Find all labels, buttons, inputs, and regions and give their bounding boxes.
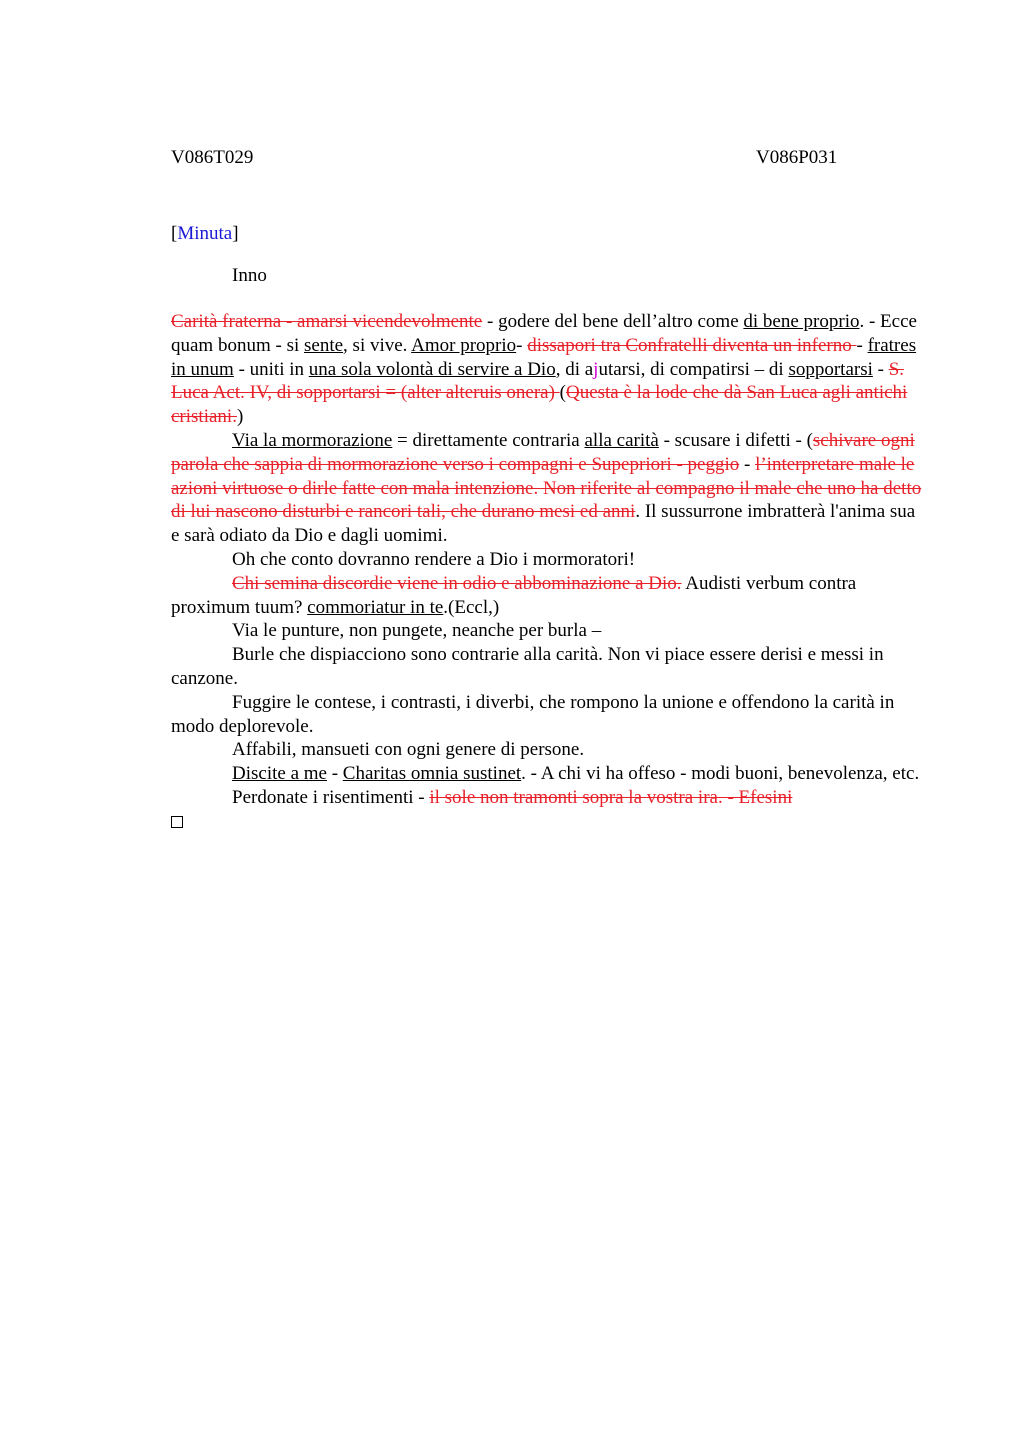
bracket-open: [ (171, 223, 178, 244)
paragraph-8: Affabili, mansueti con ogni genere di persone. (232, 739, 585, 761)
text-span: - (326, 763, 343, 785)
text-span: - uniti in (233, 358, 309, 380)
text-span: .(Eccl,) (443, 596, 500, 618)
underlined-text: commoriatur in te (307, 596, 444, 618)
paragraph-3: Oh che conto dovranno rendere a Dio i mormoratori! (232, 548, 636, 570)
deleted-text: Carità fraterna - amarsi vicendevolmente (171, 311, 483, 332)
document-code-left: V086T029 (171, 147, 254, 168)
text-span: - godere del bene dell’altro come (482, 311, 744, 332)
inserted-letter: j (593, 358, 599, 380)
document-header (171, 140, 923, 176)
text-span: - (516, 334, 528, 356)
document-title: Inno (232, 265, 267, 286)
underlined-text: sopportarsi (788, 358, 873, 380)
document-body (171, 310, 923, 835)
paragraph-10 (171, 786, 923, 810)
underlined-text: una sola volontà di servire a Dio (308, 358, 556, 380)
deleted-text: il sole non tramonti sopra la vostra ira. - Efesini (429, 786, 793, 808)
deleted-text: Chi semina discordie viene in odio e abbominazione a Dio. (232, 572, 682, 594)
underlined-text: Discite a me (232, 763, 327, 785)
underlined-text: sente (304, 334, 344, 356)
text-span: - scusare i difetti - ( (658, 429, 813, 451)
deleted-text: schivare ogni parola che sappia di mormorazione verso i compagni e Supepriori - peggio (171, 429, 915, 475)
paragraph-1 (171, 310, 923, 429)
paragraph-9 (171, 762, 923, 786)
deleted-text: S. Luca Act. IV, di sopportarsi = (alter alteruis onera) (171, 358, 905, 404)
paragraph-2 (171, 429, 923, 548)
underlined-text: Charitas omnia sustinet (342, 763, 522, 785)
document-code-right: V086P031 (756, 147, 838, 168)
text-span: - (739, 453, 756, 475)
text-span: ( (559, 382, 566, 404)
paragraph-7: Fuggire le contese, i contrasti, i diverbi, che rompono la unione e offendono la carità in modo deplorevole. (171, 691, 895, 737)
underlined-text: Via la mormorazione (232, 429, 393, 451)
underlined-text: Amor proprio (411, 334, 517, 356)
text-span: Perdonate i risentimenti - (232, 786, 430, 808)
text-span: , di a (555, 358, 594, 380)
deleted-text: Questa è la lode che dà San Luca agli antichi cristiani. (171, 382, 908, 428)
text-span: utarsi, di compatirsi – di (598, 358, 789, 380)
end-marker (171, 810, 923, 835)
deleted-text: l’interpretare male le azioni virtuose o dirle fatte con mala intenzione. Non riferite al compagno il male che uno ha detto di lui nascono disturbi e rancori tali, che durano mesi ed anni (171, 453, 922, 523)
text-span: - (872, 358, 889, 380)
text-span: ) (236, 406, 244, 428)
square-outline-icon (171, 816, 183, 828)
text-span: Audisti verbum contra proximum tuum? (171, 572, 857, 618)
text-span: - (856, 334, 868, 356)
text-span: , si vive. (343, 334, 412, 356)
text-span: = direttamente contraria (392, 429, 585, 451)
text-span: . Il sussurrone imbratterà l'anima sua e sarà odiato da Dio e dagli uomimi. (171, 501, 916, 547)
paragraph-6: Burle che dispiacciono sono contrarie alla carità. Non vi piace essere derisi e messi in canzone. (171, 644, 884, 689)
document-page (171, 140, 923, 835)
underlined-text: fratres in unum (171, 334, 917, 380)
underlined-text: di bene proprio (743, 311, 860, 332)
underlined-text: alla carità (584, 429, 659, 451)
minuta-label: Minuta (177, 223, 233, 244)
text-span: . - A chi vi ha offeso - modi buoni, benevolenza, etc. (521, 763, 920, 785)
document-type-label (171, 216, 923, 252)
paragraph-4 (171, 572, 923, 620)
deleted-text: dissapori tra Confratelli diventa un inferno (527, 334, 857, 356)
text-span: . - Ecce quam bonum - si (171, 311, 917, 356)
bracket-close: ] (232, 223, 239, 244)
paragraph-5: Via le punture, non pungete, neanche per burla – (232, 620, 602, 642)
